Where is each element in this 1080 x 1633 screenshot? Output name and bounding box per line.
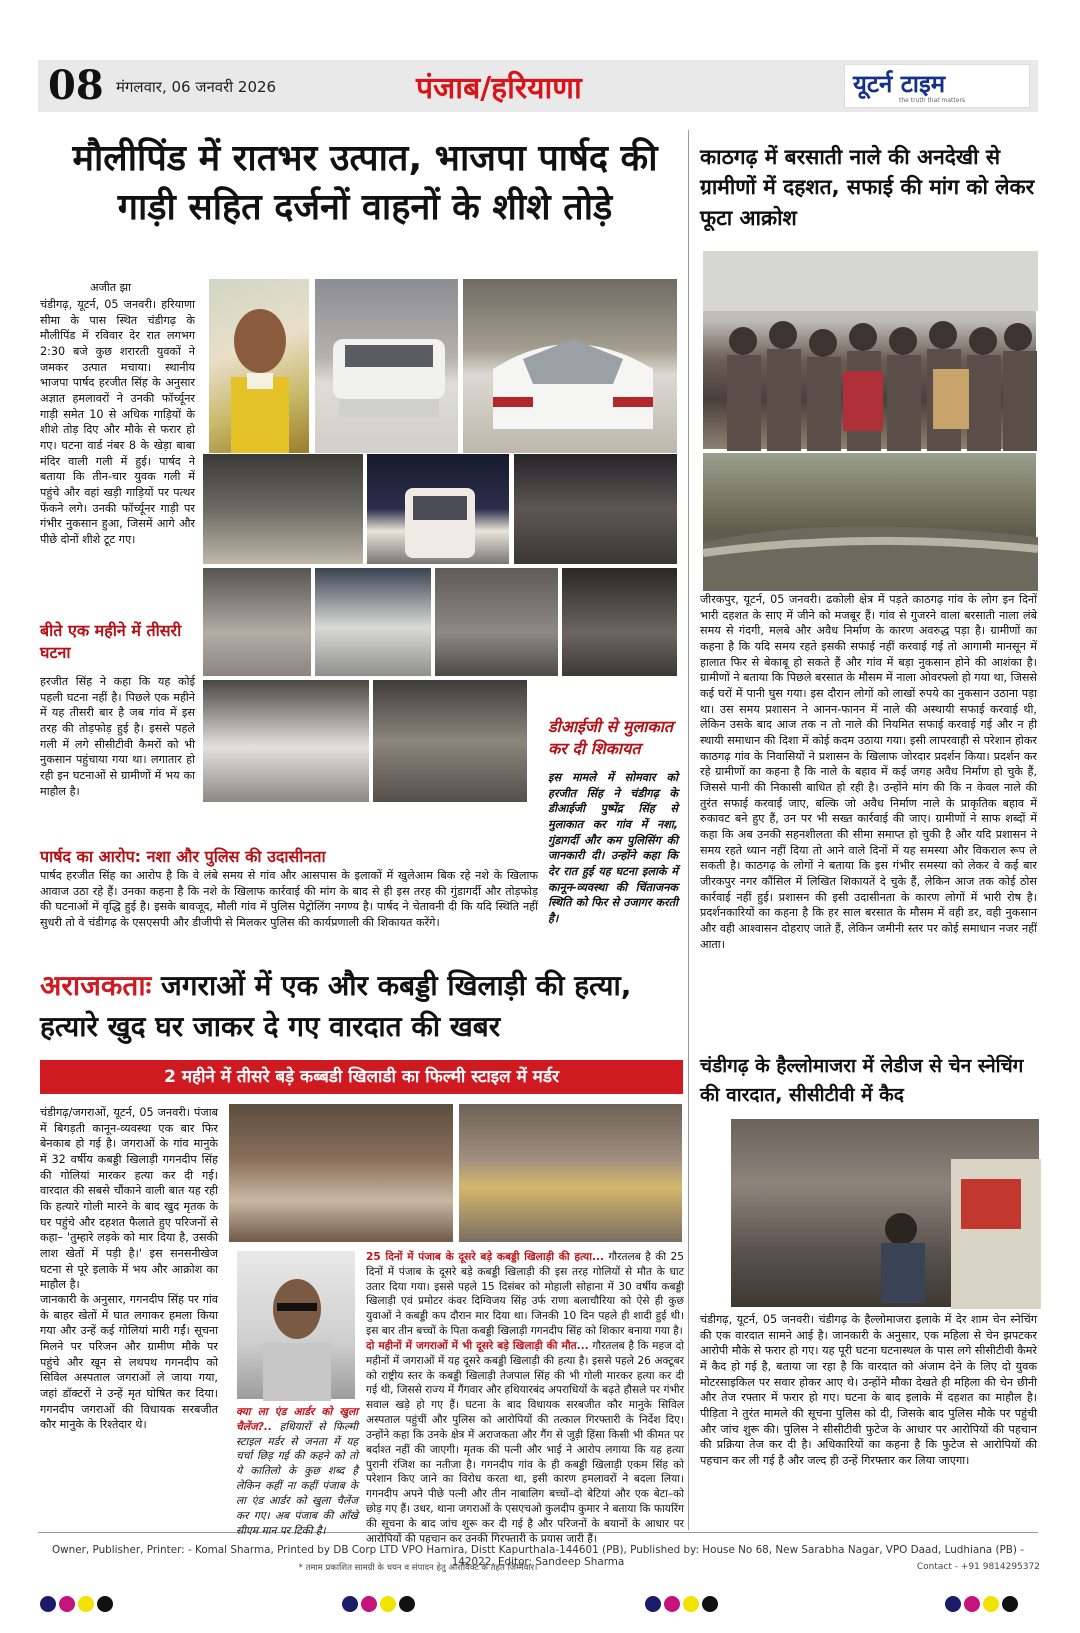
caption-red-2: दो महीनों में जगराओं में भी दूसरे बड़े खिलाड़ी की मौत... (366, 1339, 589, 1352)
law-order-box-title: क्या ला एंड आर्डर को खुला चैलेंज?.. (236, 1406, 358, 1433)
logo-text: यूटर्न टाइम (853, 70, 946, 98)
portrait-icon-2 (237, 1251, 357, 1401)
main-headline: मौलीपिंड में रातभर उत्पात, भाजपा पार्षद की गाड़ी सहित दर्जनों वाहनों के शीशे तोड़े (72, 138, 658, 228)
main-subhead-1: बीते एक महीने में तीसरी घटना (40, 621, 182, 662)
reg-dot-icon (945, 1596, 961, 1612)
reg-dot-icon (664, 1596, 680, 1612)
damaged-car-photo-6 (561, 567, 678, 677)
drain-icon (703, 453, 1038, 591)
main-subhead-2: पार्षद का आरोप: नशा और पुलिस की उदासीनता (40, 847, 326, 866)
damaged-kia-photo (462, 278, 678, 454)
main-byline: अजीत झा (90, 281, 132, 294)
chain-snatching-headline: चंडीगढ़ के हैल्लोमाजरा में लेडीज से चेन स्नेचिंग की वारदात, सीसीटीवी में कैद (700, 1055, 1024, 1106)
chain-snatching-body: चंडीगढ़, यूटर्न, 05 जनवरी। चंडीगढ़ के हैल्लोमाजरा इलाके में देर शाम चेन स्नेचिंग की एक वारदात सामने आई है। जानकारी के अनुसार, एक महिला से चेन झपटकर आरोपी मौके से फरार हो गए। यह पूरी घटना घटनास्थल के पास लगे सीसीटीवी कैमरे में कैद हो गई है, बताया जा रहा है कि वारदात को अंजाम देने के लिए दो युवक मोटरसाइकिल पर सवार होकर आए थे। उन्होंने मौका देखते ही महिला की चेन छीनी और तेज रफ्तार में फरार हो गए। घटना के बाद इलाके में दहशत का माहौल है। पीड़िता ने तुरंत मामले की सूचना पुलिस को दी, जिसके बाद पुलिस मौके पर पहुंची और जांच शुरू की। पुलिस ने सीसीटीवी फुटेज के आधार पर आरोपियों की पहचान की प्रक्रिया तेज कर दी है। अधिकारियों का कहना है कि फुटेज से आरोपियों की पहचान कर ली गई है और जल्द ही उन्हें गिरफ्तार कर लिया जाएगा। (700, 1313, 1037, 1468)
main-sub2-body: पार्षद हरजीत सिंह का आरोप है कि वे लंबे समय से गांव और आसपास के इलाकों में खुलेआम बिक रहे नशे के खिलाफ आवाज उठा रहे हैं। उनका कहना है कि नशे के खिलाफ कार्रवाई की मांग के बाद से ही इस तरह की गुंडागर्दी और तोड़फोड़ की घटनाओं में वृद्धि हुई है। इसके बावजूद, मौली गांव में पुलिस पेट्रोलिंग नगण्य है। पार्षद ने चेतावनी दी कि यदि स्थिति नहीं सुधरी तो वे चंडीगढ़ के एसएसपी और डीजीपी से मिलकर पुलिस की कार्यप्रणाली की शिकायत करेंगे। (40, 869, 538, 930)
caption-body-1: गौरतलब है की 25 दिनों में पंजाब के दूसरे बड़े कबड्डी खिलाड़ी की इस तरह गोलियों से मौत के घाट उतार दिया गया। इससे पहले 15 दिसंबर को मोहाली सोहाना में 30 वर्षीय कबड्डी खिलाड़ी एवं प्रमोटर कंवर दिग्विजय सिंह उर्फ राणा बलाचौरिया को ऐसे ही कुछ युवाओं ने कबड्डी कप दौरान मार दिया था। जिनकी 10 दिन पहले ही शादी हुई थी। इस बार तीन बच्चों के पिता कबड्डी खिलाड़ी गगनदीप सिंह को शिकार बनाया गया है। (366, 1251, 684, 1338)
reg-dot-icon (361, 1596, 377, 1612)
protest-photo (702, 250, 1037, 450)
broken-windshield-photo-2 (513, 453, 678, 565)
main-sub3-body: इस मामले में सोमवार को हरजीत सिंह ने चंडीगढ़ के डीआईजी पुष्पेंद्र सिंह से मुलाकात कर गांव में नशा, गुंडागर्दी और कम पुलिसिंग की जानकारी दी। उन्होंने कहा कि देर रात हुई यह घटना इलाके में कानून-व्यवस्था की चिंताजनक स्थिति को फिर से उजागर करती है। (548, 771, 678, 926)
masthead (38, 60, 1038, 112)
newspaper-logo (844, 64, 1030, 108)
reg-dot-icon (702, 1596, 718, 1612)
registration-marks-2 (342, 1596, 415, 1616)
law-order-box (236, 1405, 359, 1537)
reg-dot-icon (1002, 1596, 1018, 1612)
main-sub1-body: हरजीत सिंह ने कहा कि यह कोई पहली घटना नहीं है। पिछले एक महीने में यह तीसरी बार है जब गांव में इस तरह की तोड़फोड़ हुई है। इससे पहले गली में लगे सीसीटीवी कैमरों को भी नुकसान पहुंचाया गया था। लगातार हो रही इन घटनाओं से ग्रामीणों में भय का माहौल है। (40, 675, 195, 798)
registration-marks-3 (645, 1596, 718, 1616)
van-photo (366, 453, 510, 565)
main-body: चंडीगढ़, यूटर्न, 05 जनवरी। हरियाणा सीमा के पास स्थित चंडीगढ़ के मौलीपिंड में रविवार देर रात लगभग 2:30 बजे कुछ शरारती युवकों ने जमकर उत्पात मचाया। स्थानीय भाजपा पार्षद हरजीत सिंह के अनुसार अज्ञात हमलावरों ने उनकी फॉर्च्यूनर गाड़ी समेत 10 से अधिक गाड़ियों के शीशे तोड़ दिए और मौके से फरार हो गए। घटना वार्ड नंबर 8 के खेड़ा बाबा मंदिर वाली गली में हुई। पार्षद ने बताया कि तीन-चार युवक गली में पहुंचे और वहां खड़ी गाड़ियों पर पत्थर फेंकने लगे। उनकी फॉर्च्यूनर गाड़ी पर गंभीर नुकसान हुआ, जिसमें आगे और पीछे दोनों शीशे टूट गए। (40, 298, 195, 547)
kabaddi-redbar: 2 महीने में तीसरे बड़े कब्बडी खिलाडी का फिल्मी स्टाइल में मर्डर (40, 1060, 683, 1094)
damaged-car-photo-5 (434, 567, 559, 677)
imprint-note: * तमाम प्रकाशित सामग्री के चयन व संपादन हेतु आरोविक्ट के तहत जिम्मेवार। (298, 1563, 538, 1573)
main-subhead-3: डीआईजी से मुलाकात कर दी शिकायत (548, 717, 673, 758)
kathgarh-headline: काठगढ़ में बरसाती नाले की अनदेखी से ग्रामीणों में दहशत, सफाई की मांग को लेकर फूटा आक्रोश (700, 145, 1035, 230)
damaged-car-photo-4 (314, 567, 432, 677)
kathgarh-body: जीरकपुर, यूटर्न, 05 जनवरी। ढकोली क्षेत्र में पड़ते काठगढ़ गांव के लोग इन दिनों भारी दहशत के साए में जीने को मजबूर हैं। गांव से गुजरने वाला बरसाती नाला लंबे समय से गंदगी, मलबे और अवैध निर्माण के कारण अवरुद्ध पड़ा है। ग्रामीणों का कहना है कि यदि समय रहते इसकी सफाई नहीं करवाई गई तो आगामी मानसून में हालात फिर से बेकाबू हो सकते हैं और गांव में बड़ा नुकसान होने की आशंका है। ग्रामीणों ने बताया कि पिछले बरसात के मौसम में नाला ओवरफ्लो हो गया था, जिससे कई घरों में पानी घुस गया। इस दौरान लोगों को लाखों रुपये का नुकसान उठाना पड़ा था। उस समय प्रशासन ने आनन-फानन में नाले की अस्थायी सफाई करवाई थी, लेकिन उसके बाद आज तक न तो नाले की नियमित सफाई करवाई गई और न ही स्थायी समाधान की दिशा में कोई कदम उठाया गया। इसी लापरवाही से परेशान होकर काठगढ़ गांव के निवासियों ने प्रशासन के खिलाफ जोरदार प्रदर्शन किया। प्रदर्शन कर रहे ग्रामीणों का कहना है कि नाले के बहाव में कई जगह अवैध निर्माण हो चुके हैं, जिससे पानी की निकासी बाधित हो रही है। उन्होंने मांग की कि न केवल नाले की तुरंत सफाई करवाई जाए, बल्कि जो अवैध निर्माण नाले के प्राकृतिक बहाव में रुकावट बने हुए हैं, उन पर भी सख्त कार्रवाई की जाए। ग्रामीणों ने साफ शब्दों में कहा कि अब उनकी सहनशीलता की सीमा समाप्त हो चुकी है और यदि प्रशासन ने समय रहते ध्यान नहीं दिया तो आने वाले दिनों में यह समस्या और विकराल रूप ले सकती है। काठगढ़ के लोगों ने बताया कि इस गंभीर समस्या को लेकर वे कई बार जीरकपुर नगर कौंसिल में लिखित शिकायतें दे चुके हैं, लेकिन आज तक कोई ठोस कार्रवाई नहीं हुई। प्रशासन की इसी उदासीनता के कारण लोगों में भारी रोष है। प्रदर्शनकारियों का कहना है कि हर साल बरसात के मौसम में वही डर, वही नुकसान और वही आश्वासन दोहराए जाते हैं, लेकिन जमीनी स्तर पर कोई समाधान नजर नहीं आता। (700, 593, 1037, 951)
reg-dot-icon (983, 1596, 999, 1612)
van-icon (367, 454, 511, 566)
crowd-icon (703, 251, 1038, 451)
reg-dot-icon (342, 1596, 358, 1612)
contact-number: Contact - +91 9814295372 (916, 1562, 1040, 1572)
reg-dot-icon (399, 1596, 415, 1612)
page-number: 08 (48, 62, 104, 109)
cctv-footage-photo (730, 1118, 1040, 1308)
damaged-car-photo-3 (202, 567, 312, 677)
reg-dot-icon (380, 1596, 396, 1612)
damaged-fortuner-photo (314, 278, 459, 454)
caption-red-1: 25 दिनों में पंजाब के दूसरे बड़े कबड्डी खिलाड़ी की हत्या... (366, 1251, 605, 1263)
registration-marks-4 (945, 1596, 1018, 1616)
councillor-photo (208, 278, 310, 454)
car-rear-icon (463, 279, 679, 455)
logo-tagline: the truth that matters (899, 97, 966, 104)
damaged-car-photo-7 (202, 679, 370, 803)
kabaddi-caption-column (366, 1250, 684, 1545)
caption-body-2: गौरतलब है कि महज दो महीनों में जगराओं में यह दूसरे कबड्डी खिलाड़ी की हत्या है। इससे पहले 26 अक्टूबर को राष्ट्रीय स्तर के कबड्डी खिलाड़ी तेजपाल सिंह की भी गोली मारकर हत्या कर दी गई थी, जिससे राज्य में गैंगवार और हथियारबंद अपराधियों के बढ़ते हौसले पर गंभीर सवाल खड़े हो गए हैं। घटना के बाद विधायक सरबजीत कौर मानुके सिविल अस्पताल पहुंचीं और पुलिस को आरोपियों की तत्काल गिरफ्तारी के निर्देश दिए। उन्होंने कहा कि उनके क्षेत्र में अराजकता और गैंग से जुड़ी हिंसा किसी भी कीमत पर बर्दाश्त नहीं की जाएगी। मृतक की पत्नी और भाई ने आरोप लगाया कि यह हत्या पुरानी रंजिश का नतीजा है। गगनदीप गांव के ही कबड्डी खिलाड़ी एकम सिंह को परेशान किए जाने का विरोध करता था, इसी कारण हमलावरों ने बदला लिया। गगनदीप अपने पीछे पत्नी और तीन नाबालिग बच्चों–दो बेटियां और एक बेटा–को छोड़ गए हैं। उधर, थाना जगराओं के एसएचओ कुलदीप कुमार ने बताया कि फायरिंग की सूचना के बाद जांच शुरू कर दी गई है और परिजनों के बयानों के आधार पर आरोपियों की पहचान कर उनकी गिरफ्तारी के प्रयास जारी हैं। (366, 1339, 684, 1545)
portrait-icon (209, 279, 311, 455)
reg-dot-icon (40, 1596, 56, 1612)
reg-dot-icon (645, 1596, 661, 1612)
reg-dot-icon (964, 1596, 980, 1612)
grieving-family-photo (228, 1103, 454, 1243)
kabaddi-headline-text: जगराओं में एक और कबड्डी खिलाड़ी की हत्या, हत्यारे खुद घर जाकर दे गए वारदात की खबर (40, 969, 632, 1043)
law-order-box-body: हथियारों से फिल्मी स्टाइल मर्डर से जनता में यह चर्चा छिड़ गई की कहने को तो ये कातिलो के कुछ शब्द है लेकिन कहीं ना कहीं पंजाब के ला एंड आर्डर को खुला चैलेंज कर गए। अब पंजाब की आँखे सीएम मान पर टिकी है। (236, 1420, 359, 1537)
kabaddi-body: चंडीगढ़/जगराओं, यूटर्न, 05 जनवरी। पंजाब में बिगड़ती कानून-व्यवस्था एक बार फिर बेनकाब हो गई है। जगराओं के गांव मानुके में 32 वर्षीय कबड्डी खिलाड़ी गगनदीप सिंह की गोलियां मारकर हत्या कर दी गई। वारदात की सबसे चौंकाने वाली बात यह रही कि हत्यारे गोली मारने के बाद खुद मृतक के घर पहुंचे और दहशत फैलाते हुए परिजनों से कहा– 'तुम्हारे लड़के को मार दिया है, उसकी लाश खेतों में पड़ी है।' इस सनसनीखेज घटना से पूरे इलाके में भय और आक्रोश का माहौल है। (40, 1106, 218, 1292)
cctv-icon (731, 1119, 1041, 1309)
column-divider (688, 130, 689, 1530)
reg-dot-icon (97, 1596, 113, 1612)
broken-windshield-photo-1 (202, 453, 364, 565)
damaged-car-photo-8 (372, 679, 528, 803)
kabaddi-headline-tag: अराजकताः (40, 969, 152, 1002)
issue-date: मंगलवार, 06 जनवरी 2026 (116, 78, 277, 96)
car-icon (315, 279, 460, 455)
drain-garbage-photo (702, 452, 1037, 590)
mla-visit-photo (458, 1103, 683, 1243)
victim-photo (236, 1250, 356, 1400)
kabaddi-headline (40, 966, 680, 1047)
registration-marks-1 (40, 1596, 113, 1616)
kabaddi-body-2: जानकारी के अनुसार, गगनदीप सिंह पर गांव के बाहर खेतों में घात लगाकर हमला किया गया और उन्हें कई गोलियां मारी गईं। सूचना मिलने पर परिजन और ग्रामीण मौके पर पहुंचे और खून से लथपथ गगनदीप को सिविल अस्पताल जगराओं ले जाया गया, जहां डॉक्टरों ने उन्हें मृत घोषित कर दिया। गगनदीप जगराओं की विधायक सरबजीत कौर मानुके के रिश्तेदार थे। (40, 1293, 218, 1432)
imprint-line: Owner, Publisher, Printer: - Komal Sharma, Printed by DB Corp LTD VPO Hamira, Distt Kapurthala-144601 (PB), Published by: House No 68, New Sarabha Nagar, VPO Daad, Ludhiana (PB) - 142022, Editor: Sandeep Sharma (51, 1544, 1025, 1568)
reg-dot-icon (59, 1596, 75, 1612)
section-title: पंजाब/हरियाणा (416, 71, 582, 106)
reg-dot-icon (78, 1596, 94, 1612)
reg-dot-icon (683, 1596, 699, 1612)
